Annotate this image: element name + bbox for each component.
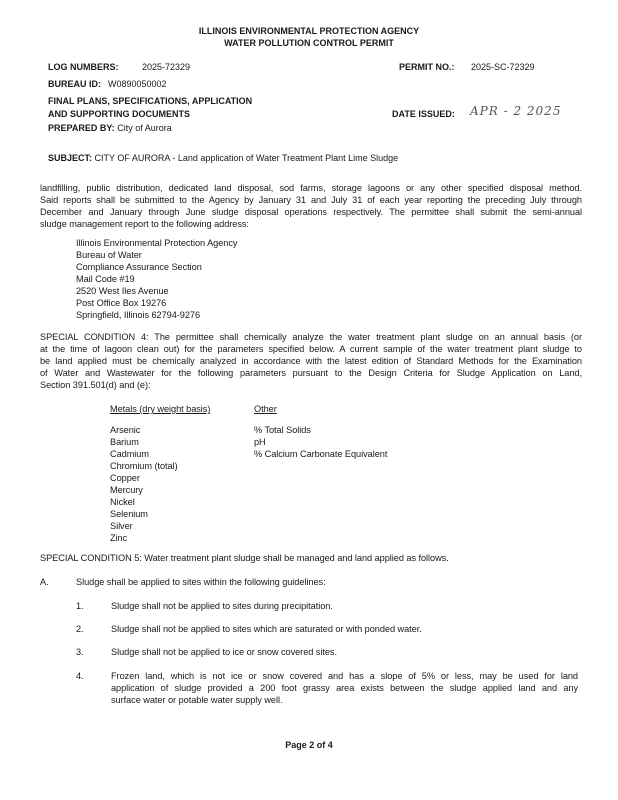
guideline-number: 1. bbox=[76, 601, 84, 611]
subject-label: SUBJECT: bbox=[48, 153, 93, 163]
metal-item: Copper bbox=[110, 473, 140, 483]
permit-no-label: PERMIT NO.: bbox=[399, 62, 455, 72]
metal-item: Mercury bbox=[110, 485, 143, 495]
sc4-line-4: of Water and Wastewater for the following parameters pursuant to the Design Criteria for Sludge Application on Land, bbox=[40, 368, 582, 378]
address-line: Illinois Environmental Protection Agency bbox=[76, 238, 238, 248]
sc4-line-3: be land applied must be chemically analyzed in accordance with the latest edition of Standard Methods for the Examination bbox=[40, 356, 582, 366]
bureau-id-label: BUREAU ID: bbox=[48, 79, 101, 89]
address-line: 2520 West Iles Avenue bbox=[76, 286, 169, 296]
intro-line-4: sludge management report to the following address: bbox=[40, 219, 249, 229]
date-issued-stamp: APR - 2 2025 bbox=[470, 104, 562, 118]
other-header: Other bbox=[254, 404, 277, 414]
log-numbers-value: 2025-72329 bbox=[142, 62, 191, 72]
log-numbers-label: LOG NUMBERS: bbox=[48, 62, 119, 72]
metal-item: Chromium (total) bbox=[110, 461, 178, 471]
final-plans-line1: FINAL PLANS, SPECIFICATIONS, APPLICATION bbox=[48, 96, 253, 106]
permit-no-value: 2025-SC-72329 bbox=[471, 62, 535, 72]
final-plans-line2: AND SUPPORTING DOCUMENTS bbox=[48, 109, 191, 119]
address-line: Compliance Assurance Section bbox=[76, 262, 202, 272]
guideline-text: Sludge shall not be applied to sites which are saturated or with ponded water. bbox=[111, 624, 422, 634]
metals-header: Metals (dry weight basis) bbox=[110, 404, 211, 414]
address-line: Springfield, Illinois 62794-9276 bbox=[76, 310, 201, 320]
address-line: Bureau of Water bbox=[76, 250, 142, 260]
prepared-by-value: City of Aurora bbox=[117, 123, 172, 133]
metal-item: Nickel bbox=[110, 497, 135, 507]
bureau-id-value: W0890050002 bbox=[108, 79, 167, 89]
sc4-line-5: Section 391.501(d) and (e): bbox=[40, 380, 151, 390]
metal-item: Barium bbox=[110, 437, 139, 447]
agency-title: ILLINOIS ENVIRONMENTAL PROTECTION AGENCY bbox=[198, 26, 420, 36]
other-item: % Total Solids bbox=[254, 425, 311, 435]
guideline-text: surface water or potable water supply well. bbox=[111, 695, 283, 705]
guideline-text: Sludge shall not be applied to sites during precipitation. bbox=[111, 601, 333, 611]
intro-line-2: Said reports shall be submitted to the Agency by January 31 and July 31 of each year reporting the preceding July through bbox=[40, 195, 582, 205]
subject-text: CITY OF AURORA - Land application of Water Treatment Plant Lime Sludge bbox=[94, 153, 399, 163]
guideline-number: 4. bbox=[76, 671, 84, 681]
sc4-line-2: at the time of lagoon clean out) for the parameters specified below. A current sample of the water treatment plant sludge to bbox=[40, 344, 582, 354]
metal-item: Silver bbox=[110, 521, 133, 531]
guideline-text: Sludge shall not be applied to ice or snow covered sites. bbox=[111, 647, 337, 657]
guideline-number: 2. bbox=[76, 624, 84, 634]
guideline-number: 3. bbox=[76, 647, 84, 657]
address-line: Mail Code #19 bbox=[76, 274, 135, 284]
page-number: Page 2 of 4 bbox=[285, 740, 333, 750]
guideline-text: Frozen land, which is not ice or snow covered and has a slope of 5% or less, may be used for land bbox=[111, 671, 578, 681]
section-a-letter: A. bbox=[40, 577, 49, 587]
address-line: Post Office Box 19276 bbox=[76, 298, 167, 308]
prepared-by-label: PREPARED BY: bbox=[48, 123, 115, 133]
metal-item: Cadmium bbox=[110, 449, 149, 459]
intro-line-1: landfilling, public distribution, dedicated land disposal, sod farms, storage lagoons or any other specified disposal method. bbox=[40, 183, 582, 193]
metal-item: Zinc bbox=[110, 533, 128, 543]
other-item: % Calcium Carbonate Equivalent bbox=[254, 449, 388, 459]
guideline-text: application of sludge provided a 200 foot grassy area exists between the sludge applied land and any bbox=[111, 683, 578, 693]
section-a-text: Sludge shall be applied to sites within the following guidelines: bbox=[76, 577, 326, 587]
intro-line-3: December and January through June sludge disposal operations respectively. The permittee shall submit the semi-annual bbox=[40, 207, 582, 217]
other-item: pH bbox=[254, 437, 266, 447]
metal-item: Selenium bbox=[110, 509, 148, 519]
sc5-text: SPECIAL CONDITION 5: Water treatment plant sludge shall be managed and land applied as follows. bbox=[40, 553, 449, 563]
sc4-line-1: SPECIAL CONDITION 4: The permittee shall chemically analyze the water treatment plant sludge on an annual basis (or bbox=[40, 332, 582, 342]
permit-type-title: WATER POLLUTION CONTROL PERMIT bbox=[224, 38, 394, 48]
date-issued-label: DATE ISSUED: bbox=[392, 109, 455, 119]
metal-item: Arsenic bbox=[110, 425, 141, 435]
